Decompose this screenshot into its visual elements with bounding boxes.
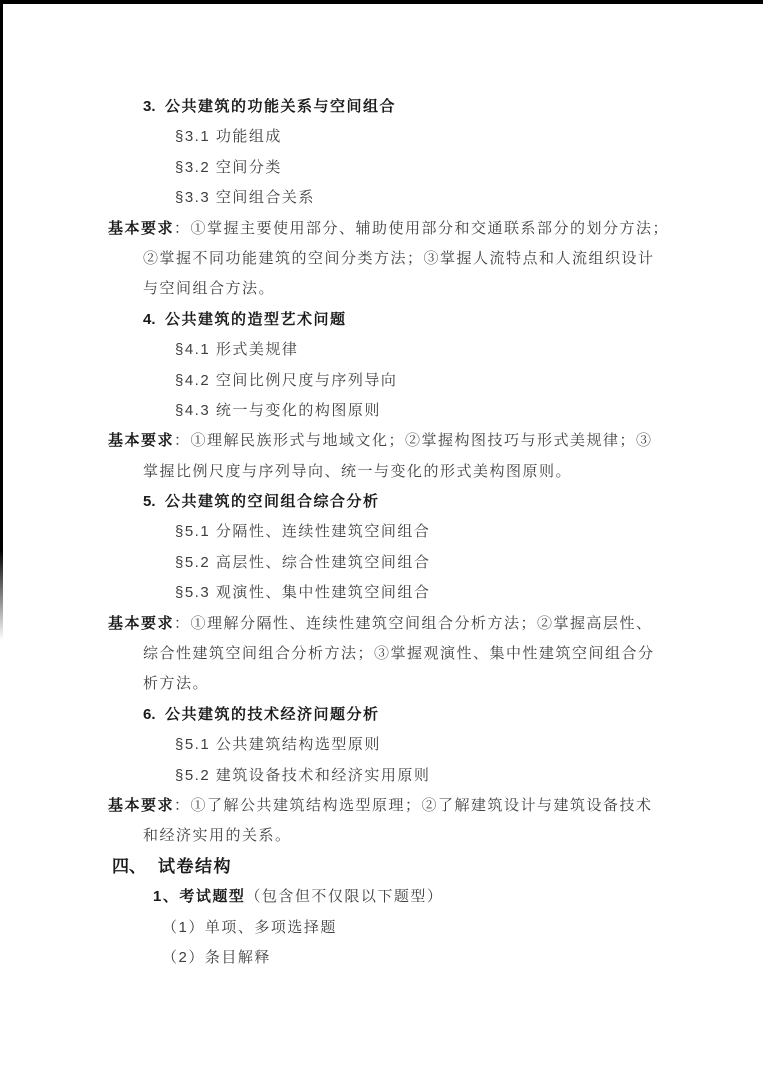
item-number: 3. bbox=[143, 98, 156, 115]
requirement-line-continuation bbox=[0, 457, 763, 487]
line-text: §5.2 建筑设备技术和经济实用原则 bbox=[175, 766, 431, 784]
requirement-line-continuation bbox=[0, 244, 763, 274]
document-content bbox=[0, 92, 763, 973]
requirement-line-continuation bbox=[0, 821, 763, 851]
requirement-line-continuation bbox=[0, 274, 763, 304]
syllabus-subsection bbox=[0, 183, 763, 213]
exam-type-item bbox=[0, 943, 763, 973]
syllabus-subsection bbox=[0, 366, 763, 396]
bold-label: 基本要求 bbox=[108, 796, 175, 814]
line-text: （2）条目解释 bbox=[162, 948, 271, 966]
line-text: 综合性建筑空间组合分析方法；③掌握观演性、集中性建筑空间组合分 bbox=[143, 645, 655, 663]
line-text: §5.2 高层性、综合性建筑空间组合 bbox=[175, 553, 431, 571]
bold-label: 基本要求 bbox=[108, 219, 175, 237]
syllabus-subsection bbox=[0, 578, 763, 608]
exam-type-item bbox=[0, 913, 763, 943]
line-text: 和经济实用的关系。 bbox=[143, 827, 292, 845]
line-text: ：①了解公共建筑结构选型原理；②了解建筑设计与建筑设备技术 bbox=[174, 796, 653, 814]
syllabus-subsection bbox=[0, 548, 763, 578]
line-text: （包含但不仅限以下题型） bbox=[245, 888, 444, 906]
syllabus-subsection bbox=[0, 396, 763, 426]
line-text: 试卷结构 bbox=[158, 856, 232, 876]
line-text: （1）单项、多项选择题 bbox=[162, 918, 337, 936]
item-number: 四、 bbox=[112, 856, 146, 876]
bold-label: 1、考试题型 bbox=[153, 888, 246, 906]
line-text: §3.3 空间组合关系 bbox=[175, 189, 315, 207]
syllabus-subsection bbox=[0, 761, 763, 791]
exam-type-heading bbox=[0, 882, 763, 912]
line-text: ：①理解民族形式与地域文化；②掌握构图技巧与形式美规律；③ bbox=[174, 432, 653, 450]
section-heading bbox=[0, 92, 763, 122]
syllabus-subsection bbox=[0, 730, 763, 760]
item-number: 4. bbox=[143, 310, 156, 328]
line-text: ：①理解分隔性、连续性建筑空间组合分析方法；②掌握高层性、 bbox=[174, 614, 653, 632]
bold-label: 基本要求 bbox=[108, 614, 175, 632]
bold-label: 基本要求 bbox=[108, 432, 175, 450]
line-text: 掌握比例尺度与序列导向、统一与变化的形式美构图原则。 bbox=[143, 462, 573, 480]
line-text: 公共建筑的空间组合综合分析 bbox=[165, 493, 380, 511]
requirement-line bbox=[0, 791, 763, 821]
item-number: 5. bbox=[143, 493, 156, 511]
section-heading bbox=[0, 700, 763, 730]
line-text: §4.3 统一与变化的构图原则 bbox=[175, 401, 381, 419]
syllabus-subsection bbox=[0, 517, 763, 547]
line-text: §4.2 空间比例尺度与序列导向 bbox=[175, 371, 398, 389]
requirement-line bbox=[0, 426, 763, 456]
section-heading bbox=[0, 487, 763, 517]
requirement-line-continuation bbox=[0, 669, 763, 699]
line-text: §4.1 形式美规律 bbox=[175, 341, 299, 359]
line-text: 与空间组合方法。 bbox=[143, 280, 276, 298]
line-text: ：①掌握主要使用部分、辅助使用部分和交通联系部分的划分方法； bbox=[174, 219, 670, 237]
line-text: 公共建筑的造型艺术问题 bbox=[165, 310, 347, 328]
line-text: ②掌握不同功能建筑的空间分类方法；③掌握人流特点和人流组织设计 bbox=[143, 249, 655, 267]
chapter-heading bbox=[0, 852, 763, 882]
item-number: 6. bbox=[143, 705, 156, 723]
line-text: §5.1 分隔性、连续性建筑空间组合 bbox=[175, 523, 431, 541]
scan-edge-top bbox=[0, 0, 763, 4]
line-text: §5.1 公共建筑结构选型原则 bbox=[175, 736, 381, 754]
line-text: §5.3 观演性、集中性建筑空间组合 bbox=[175, 584, 431, 602]
syllabus-subsection bbox=[0, 335, 763, 365]
requirement-line-continuation bbox=[0, 639, 763, 669]
line-text: 析方法。 bbox=[143, 675, 210, 693]
line-text: 公共建筑的功能关系与空间组合 bbox=[165, 98, 397, 115]
syllabus-subsection bbox=[0, 122, 763, 152]
requirement-line bbox=[0, 609, 763, 639]
line-text: §3.1 功能组成 bbox=[175, 128, 282, 146]
line-text: §3.2 空间分类 bbox=[175, 158, 282, 176]
syllabus-subsection bbox=[0, 153, 763, 183]
requirement-line bbox=[0, 214, 763, 244]
section-heading bbox=[0, 305, 763, 335]
line-text: 公共建筑的技术经济问题分析 bbox=[165, 705, 380, 723]
